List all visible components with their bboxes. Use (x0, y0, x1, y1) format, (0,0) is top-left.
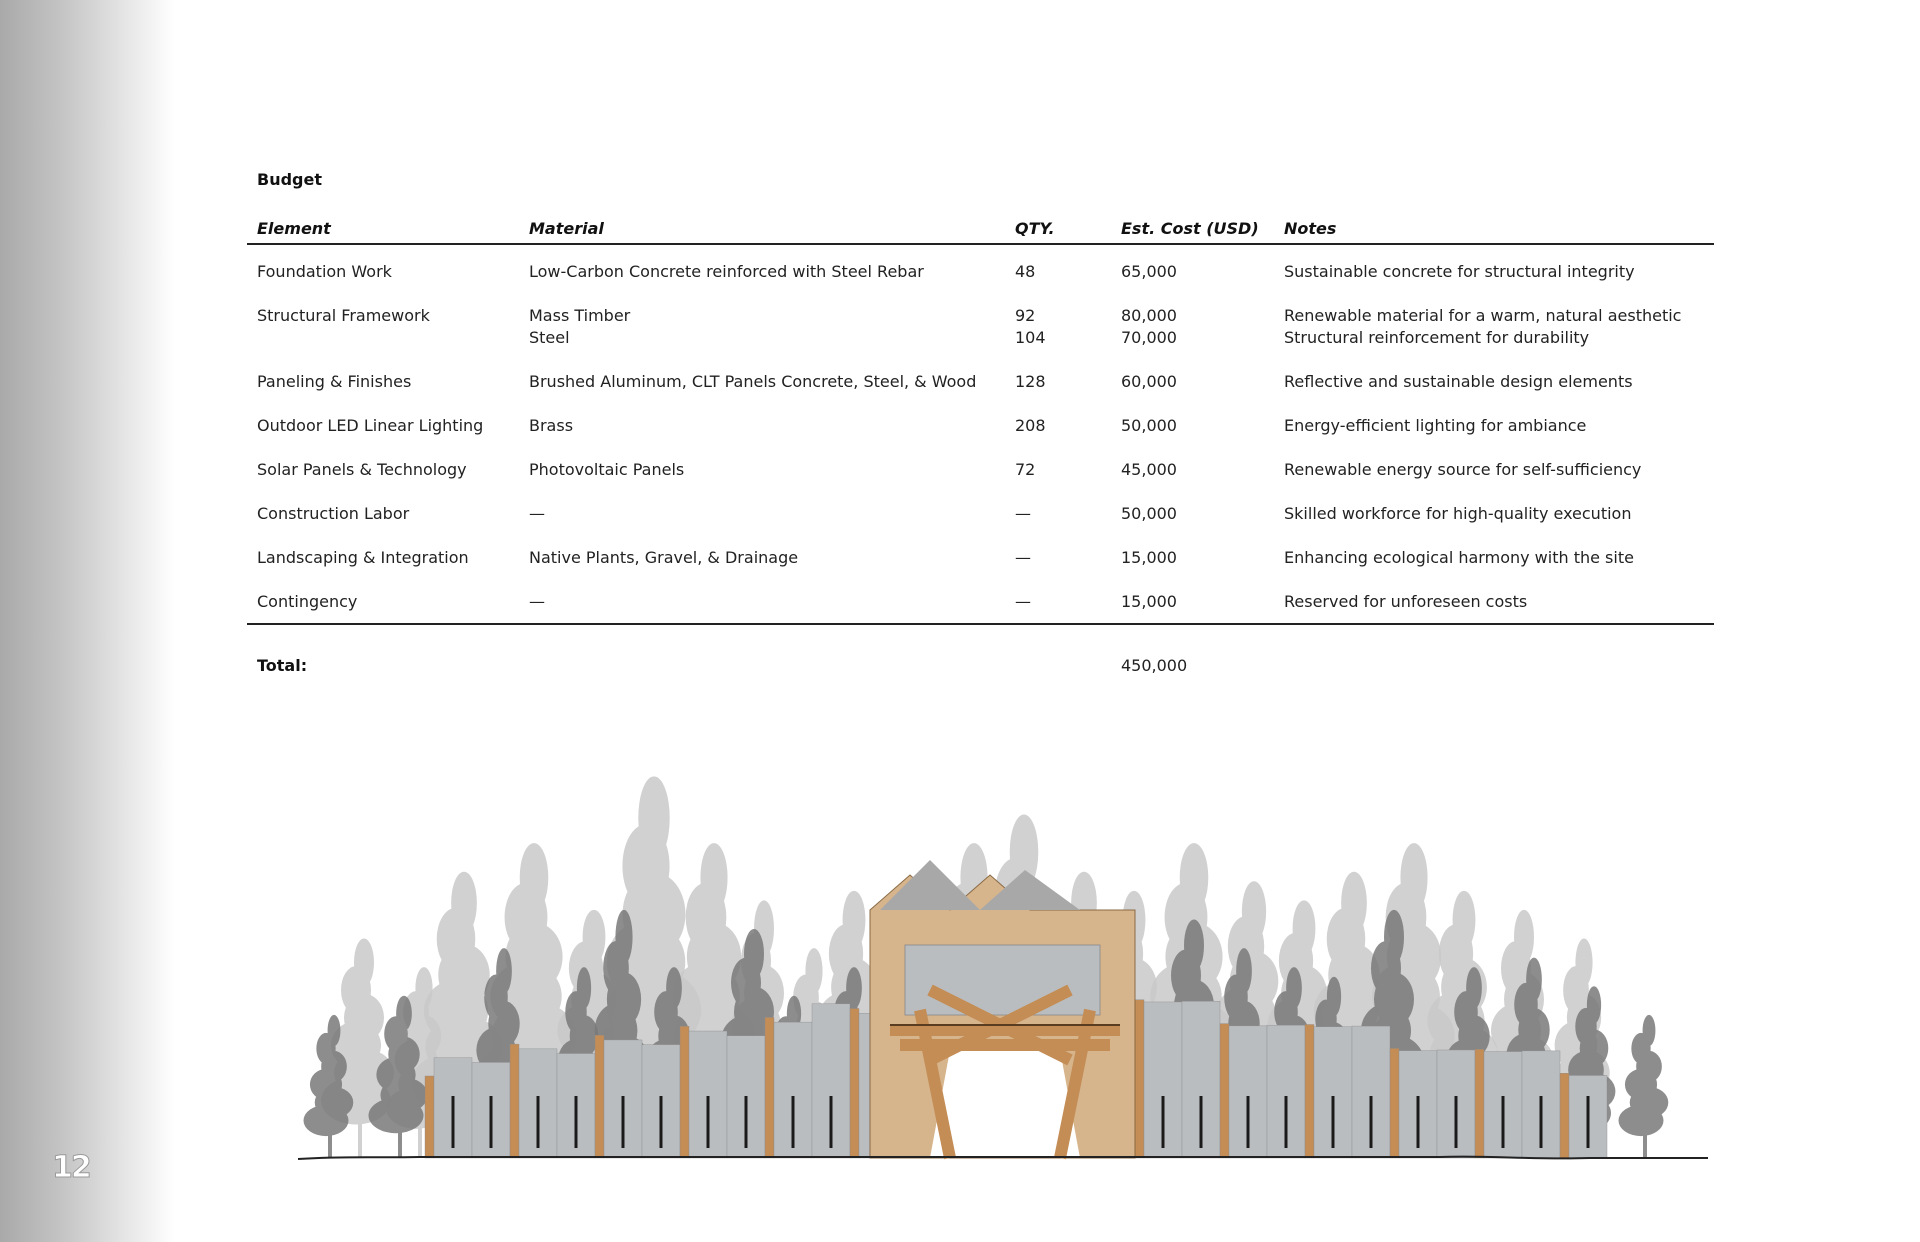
cell-element: Paneling & Finishes (257, 372, 412, 391)
cell-material (519, 403, 1005, 447)
timber-fin (1475, 1049, 1484, 1158)
cell-notes-line: Enhancing ecological harmony with the site (1284, 548, 1634, 567)
cell-notes-line: Structural reinforcement for durability (1284, 328, 1590, 347)
table-row (247, 403, 1714, 447)
total-row (247, 624, 1714, 677)
cell-material (519, 491, 1005, 535)
side-gradient-strip (0, 0, 175, 1242)
cell-cost (1111, 244, 1274, 293)
cell-element: Outdoor LED Linear Lighting (257, 416, 484, 435)
budget-title: Budget (257, 170, 322, 189)
budget-header-row (247, 210, 1714, 244)
cell-notes (1274, 535, 1714, 579)
cell-qty-line: — (1015, 504, 1031, 523)
led-light-strip (575, 1096, 578, 1148)
cell-qty-line: 128 (1015, 372, 1046, 391)
cell-notes (1274, 359, 1714, 403)
table-row (247, 535, 1714, 579)
led-light-strip (1162, 1096, 1165, 1148)
cell-qty (1005, 244, 1111, 293)
cell-qty (1005, 293, 1111, 359)
cell-qty-line: 72 (1015, 460, 1036, 479)
timber-fin (1560, 1073, 1569, 1158)
led-light-strip (537, 1096, 540, 1148)
table-row (247, 293, 1714, 359)
cell-material (519, 359, 1005, 403)
timber-fin (425, 1076, 434, 1158)
led-light-strip (1502, 1096, 1505, 1148)
cell-cost-line: 80,000 (1121, 306, 1177, 325)
led-light-strip (707, 1096, 710, 1148)
cell-cost-line: 60,000 (1121, 372, 1177, 391)
cell-notes (1274, 403, 1714, 447)
cell-cost (1111, 403, 1274, 447)
cell-cost-line: 70,000 (1121, 328, 1177, 347)
timber-fin (850, 1009, 859, 1159)
cell-element: Construction Labor (257, 504, 410, 523)
cell-notes (1274, 491, 1714, 535)
table-row (247, 447, 1714, 491)
cell-element: Solar Panels & Technology (257, 460, 467, 479)
led-light-strip (1247, 1096, 1250, 1148)
page-number: 12 (52, 1150, 90, 1185)
ground-line (298, 1157, 1708, 1159)
led-light-strip (830, 1096, 833, 1148)
led-light-strip (1200, 1096, 1203, 1148)
cell-qty (1005, 491, 1111, 535)
cell-cost (1111, 491, 1274, 535)
total-label: Total: (257, 656, 308, 675)
cell-material (519, 293, 1005, 359)
timber-fin (765, 1017, 774, 1158)
cell-material-line: — (529, 504, 545, 523)
led-light-strip (745, 1096, 748, 1148)
led-light-strip (1285, 1096, 1288, 1148)
led-light-strip (490, 1096, 493, 1148)
cell-cost (1111, 447, 1274, 491)
central-metal-frame (905, 945, 1100, 1015)
cell-notes-line: Skilled workforce for high-quality execution (1284, 504, 1632, 523)
led-light-strip (1332, 1096, 1335, 1148)
cell-material-line: Native Plants, Gravel, & Drainage (529, 548, 799, 567)
cell-qty-line: 104 (1015, 328, 1046, 347)
cell-qty-line: 48 (1015, 262, 1036, 281)
tree (1619, 1015, 1669, 1158)
cell-material-line: Brushed Aluminum, CLT Panels Concrete, Steel, & Wood (529, 372, 977, 391)
cell-qty (1005, 579, 1111, 624)
cell-qty-line: 92 (1015, 306, 1036, 325)
cell-qty-line: — (1015, 548, 1031, 567)
led-light-strip (452, 1096, 455, 1148)
header-material: Material (519, 210, 1005, 244)
cell-qty (1005, 447, 1111, 491)
table-row (247, 244, 1714, 293)
cell-material (519, 535, 1005, 579)
cell-material-line: Mass Timber (529, 306, 631, 325)
table-row (247, 359, 1714, 403)
led-light-strip (660, 1096, 663, 1148)
cell-cost-line: 15,000 (1121, 548, 1177, 567)
cell-material (519, 447, 1005, 491)
cell-element: Landscaping & Integration (257, 548, 469, 567)
building-elevation-illustration (290, 760, 1710, 1160)
cell-notes-line: Sustainable concrete for structural integrity (1284, 262, 1635, 281)
header-element: Element (247, 210, 519, 244)
header-qty: QTY. (1005, 210, 1111, 244)
budget-table (247, 210, 1714, 677)
led-light-strip (622, 1096, 625, 1148)
total-value: 450,000 (1121, 656, 1188, 675)
led-light-strip (1540, 1096, 1543, 1148)
cell-qty (1005, 359, 1111, 403)
header-cost: Est. Cost (USD) (1111, 210, 1274, 244)
cell-cost (1111, 535, 1274, 579)
cell-notes (1274, 579, 1714, 624)
cell-material-line: Photovoltaic Panels (529, 460, 685, 479)
cell-notes-line: Reserved for unforeseen costs (1284, 592, 1528, 611)
cell-notes (1274, 447, 1714, 491)
timber-fin (680, 1026, 689, 1158)
cell-material (519, 579, 1005, 624)
header-notes: Notes (1274, 210, 1714, 244)
table-row (247, 491, 1714, 535)
cell-qty-line: — (1015, 592, 1031, 611)
table-row (247, 579, 1714, 624)
led-light-strip (1455, 1096, 1458, 1148)
timber-fin (1390, 1048, 1399, 1158)
cell-material-line: Low-Carbon Concrete reinforced with Steel Rebar (529, 262, 924, 281)
cell-cost (1111, 359, 1274, 403)
cell-material-line: Steel (529, 328, 570, 347)
led-light-strip (1417, 1096, 1420, 1148)
cell-qty (1005, 403, 1111, 447)
timber-fin (1305, 1025, 1314, 1159)
cell-qty (1005, 535, 1111, 579)
cell-element: Contingency (247, 579, 519, 624)
cell-cost (1111, 579, 1274, 624)
cell-element: Foundation Work (257, 262, 392, 281)
cell-cost-line: 50,000 (1121, 504, 1177, 523)
led-light-strip (1370, 1096, 1373, 1148)
timber-fin (1220, 1024, 1229, 1158)
cell-notes-line: Renewable material for a warm, natural aesthetic (1284, 306, 1682, 325)
cell-cost-line: 65,000 (1121, 262, 1177, 281)
cell-cost (1111, 293, 1274, 359)
cell-notes-line: Reflective and sustainable design elements (1284, 372, 1633, 391)
cell-notes-line: Energy-efficient lighting for ambiance (1284, 416, 1587, 435)
cell-notes-line: Renewable energy source for self-sufficiency (1284, 460, 1642, 479)
cell-cost-line: 50,000 (1121, 416, 1177, 435)
cell-qty-line: 208 (1015, 416, 1046, 435)
led-light-strip (1587, 1096, 1590, 1148)
led-light-strip (792, 1096, 795, 1148)
cell-cost-line: 45,000 (1121, 460, 1177, 479)
cell-cost-line: 15,000 (1121, 592, 1177, 611)
timber-fin (595, 1035, 604, 1158)
timber-fin (1135, 1000, 1144, 1158)
timber-fin (510, 1044, 519, 1158)
cell-notes (1274, 293, 1714, 359)
cell-material-line: — (529, 592, 545, 611)
cell-notes (1274, 244, 1714, 293)
cell-material-line: Brass (529, 416, 574, 435)
cell-material (519, 244, 1005, 293)
cell-element: Structural Framework (257, 306, 430, 325)
